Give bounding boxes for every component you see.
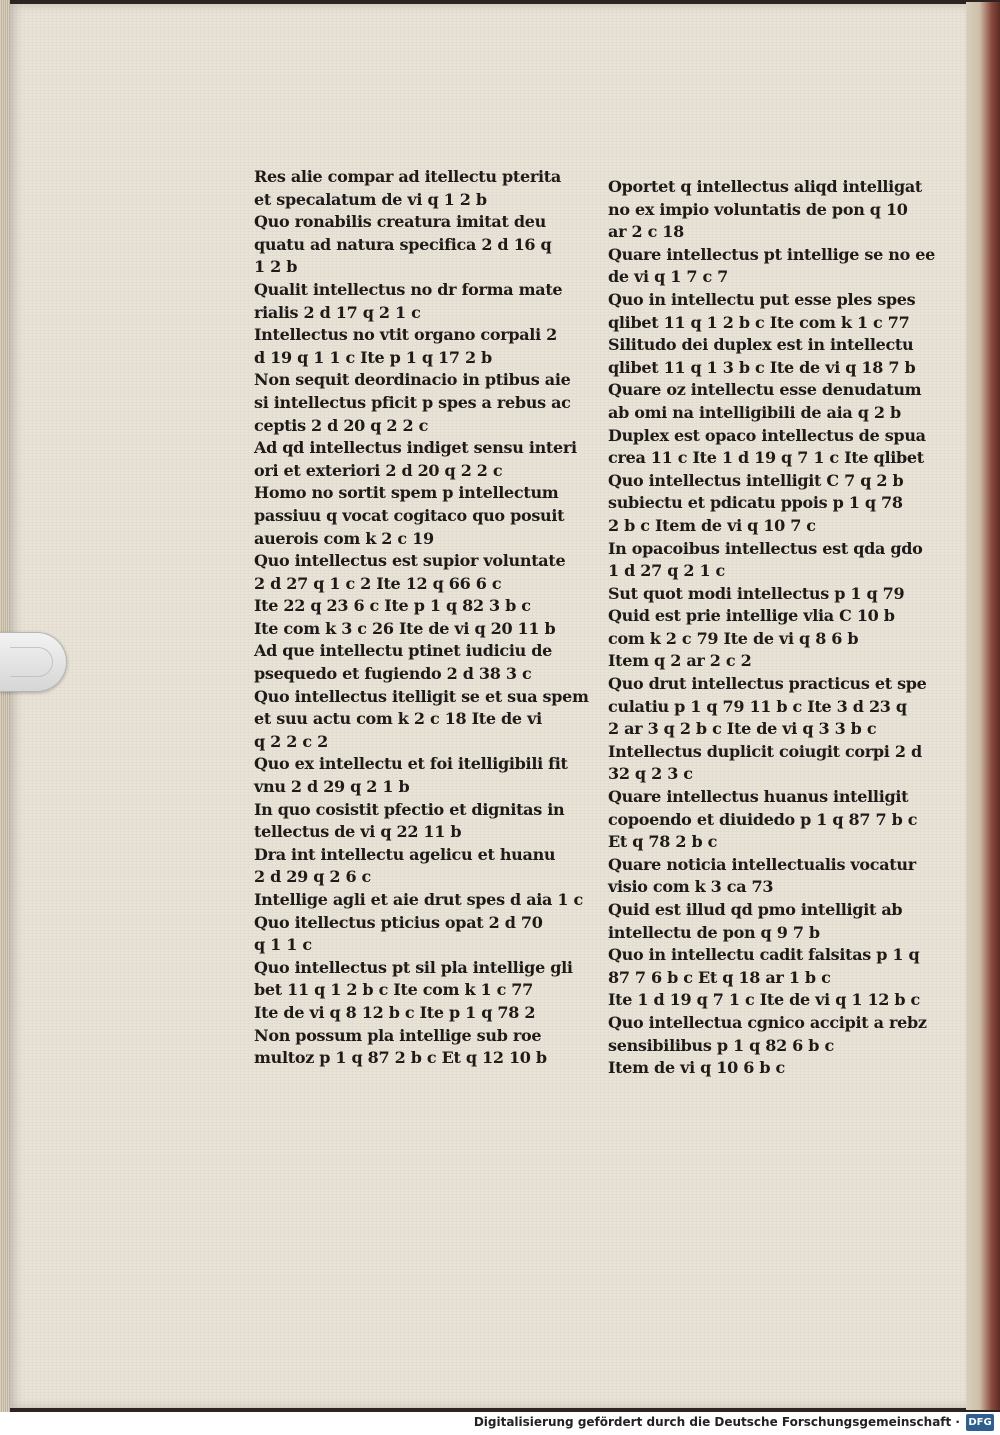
text-line: 2 d 27 q 1 c 2 Ite 12 q 66 6 c xyxy=(254,573,502,593)
text-line: Duplex est opaco intellectus de spua xyxy=(608,425,926,445)
text-line: copoendo et diuidedo p 1 q 87 7 b c xyxy=(608,809,918,829)
text-line: subiectu et pdicatu ppois p 1 q 78 xyxy=(608,493,903,513)
text-line: Quo in intellectu cadit falsitas p 1 q xyxy=(608,945,920,965)
text-line: Quo intellectus pt sil pla intellige gli xyxy=(254,957,573,977)
text-line: ori et exteriori 2 d 20 q 2 2 c xyxy=(254,460,503,480)
text-line: bet 11 q 1 2 b c Ite com k 1 c 77 xyxy=(254,980,533,1000)
text-line: qlibet 11 q 1 2 b c Ite com k 1 c 77 xyxy=(608,312,910,332)
text-line: Intellectus no vtit organo corpali 2 xyxy=(254,325,557,345)
text-line: Ite 1 d 19 q 7 1 c Ite de vi q 1 12 b c xyxy=(608,990,921,1010)
text-line: Quare noticia intellectualis vocatur xyxy=(608,854,916,874)
text-line: Quo intellectus est supior voluntate xyxy=(254,551,566,571)
text-line: q 1 1 c xyxy=(254,935,312,955)
dfg-logo: DFG xyxy=(966,1414,994,1431)
text-line: Quare oz intellectu esse denudatum xyxy=(608,380,922,400)
text-line: 2 d 29 q 2 6 c xyxy=(254,867,372,887)
footer-bar xyxy=(0,1412,1000,1435)
text-line: Quo in intellectu put esse ples spes xyxy=(608,289,916,309)
text-line: Quare intellectus huanus intelligit xyxy=(608,787,909,807)
text-line: quatu ad natura specifica 2 d 16 q xyxy=(254,234,552,254)
footer-credit: Digitalisierung gefördert durch die Deutsche Forschungsgemeinschaft · xyxy=(473,1415,960,1429)
text-line: sensibilibus p 1 q 82 6 b c xyxy=(608,1035,834,1055)
text-line: visio com k 3 ca 73 xyxy=(608,877,774,897)
text-line: Item q 2 ar 2 c 2 xyxy=(608,651,752,671)
text-line: Quo drut intellectus practicus et spe xyxy=(608,674,927,694)
text-line: q 2 2 c 2 xyxy=(254,731,328,751)
text-line: Item de vi q 10 6 b c xyxy=(608,1058,785,1078)
text-line: Quare intellectus pt intellige se no ee xyxy=(608,244,935,264)
text-line: Homo no sortit spem p intellectum xyxy=(254,483,559,503)
text-line: Sut quot modi intellectus p 1 q 79 xyxy=(608,583,905,603)
text-line: 32 q 2 3 c xyxy=(608,764,693,784)
text-line: intellectu de pon q 9 7 b xyxy=(608,922,820,942)
text-line: rialis 2 d 17 q 2 1 c xyxy=(254,302,421,322)
text-line: d 19 q 1 1 c Ite p 1 q 17 2 b xyxy=(254,347,492,367)
text-line: 1 2 b xyxy=(254,257,298,277)
text-line: no ex impio voluntatis de pon q 10 xyxy=(608,199,908,219)
text-line: 2 ar 3 q 2 b c Ite de vi q 3 3 b c xyxy=(608,719,877,739)
text-line: Quo intellectua cgnico accipit a rebz xyxy=(608,1012,927,1032)
text-line: psequedo et fugiendo 2 d 38 3 c xyxy=(254,664,532,684)
page-clip xyxy=(0,632,67,692)
right-text-column xyxy=(608,176,935,1080)
text-line: Res alie compar ad itellectu pterita xyxy=(254,167,561,186)
text-line: Quo ronabilis creatura imitat deu xyxy=(254,212,546,232)
text-line: Non sequit deordinacio in ptibus aie xyxy=(254,370,571,390)
text-line: 2 b c Item de vi q 10 7 c xyxy=(608,515,816,535)
text-line: Ite 22 q 23 6 c Ite p 1 q 82 3 b c xyxy=(254,596,531,616)
text-line: Quid est prie intellige vlia C 10 b xyxy=(608,606,895,626)
text-line: auerois com k 2 c 19 xyxy=(254,528,434,548)
text-line: Dra int intellectu agelicu et huanu xyxy=(254,844,556,864)
text-line: Quo intellectus intelligit C 7 q 2 b xyxy=(608,470,904,490)
text-line: 1 d 27 q 2 1 c xyxy=(608,561,726,581)
text-line: Oportet q intellectus aliqd intelligat xyxy=(608,177,923,196)
text-line: Ad qd intellectus indiget sensu interi xyxy=(254,438,577,458)
text-line: et specalatum de vi q 1 2 b xyxy=(254,189,487,209)
text-line: com k 2 c 79 Ite de vi q 8 6 b xyxy=(608,628,859,648)
page-fore-edge xyxy=(966,2,1000,1410)
text-line: si intellectus pficit p spes a rebus ac xyxy=(254,392,571,412)
text-line: vnu 2 d 29 q 2 1 b xyxy=(254,777,410,797)
text-line: Qualit intellectus no dr forma mate xyxy=(254,279,563,299)
text-line: culatiu p 1 q 79 11 b c Ite 3 d 23 q xyxy=(608,696,907,716)
page-stack-edge xyxy=(0,0,10,1412)
text-line: Quo intellectus itelligit se et sua spem xyxy=(254,686,589,706)
text-line: Non possum pla intellige sub roe xyxy=(254,1025,542,1045)
text-line: ar 2 c 18 xyxy=(608,222,684,242)
text-line: et suu actu com k 2 c 18 Ite de vi xyxy=(254,709,542,729)
text-line: de vi q 1 7 c 7 xyxy=(608,267,728,287)
text-line: ab omi na intelligibili de aia q 2 b xyxy=(608,402,901,422)
text-line: Intellectus duplicit coiugit corpi 2 d xyxy=(608,741,922,761)
text-line: Ite de vi q 8 12 b c Ite p 1 q 78 2 xyxy=(254,1002,536,1022)
left-text-column xyxy=(254,166,589,1070)
text-line: Et q 78 2 b c xyxy=(608,832,718,852)
text-line: Quo itellectus pticius opat 2 d 70 xyxy=(254,912,543,932)
text-line: Intellige agli et aie drut spes d aia 1 c xyxy=(254,890,583,909)
text-line: Ad que intellectu ptinet iudiciu de xyxy=(254,641,552,661)
text-line: multoz p 1 q 87 2 b c Et q 12 10 b xyxy=(254,1048,547,1068)
text-line: ceptis 2 d 20 q 2 2 c xyxy=(254,415,429,435)
text-line: crea 11 c Ite 1 d 19 q 7 1 c Ite qlibet xyxy=(608,448,924,468)
text-line: In quo cosistit pfectio et dignitas in xyxy=(254,799,565,819)
text-line: 87 7 6 b c Et q 18 ar 1 b c xyxy=(608,967,831,987)
text-line: Silitudo dei duplex est in intellectu xyxy=(608,335,914,355)
text-line: Quid est illud qd pmo intelligit ab xyxy=(608,900,903,919)
text-line: Ite com k 3 c 26 Ite de vi q 20 11 b xyxy=(254,618,556,638)
text-line: passiuu q vocat cogitaco quo posuit xyxy=(254,505,565,525)
text-line: qlibet 11 q 1 3 b c Ite de vi q 18 7 b xyxy=(608,357,916,377)
text-line: In opacoibus intellectus est qda gdo xyxy=(608,538,923,558)
text-line: Quo ex intellectu et foi itelligibili fit xyxy=(254,754,568,774)
text-line: tellectus de vi q 22 11 b xyxy=(254,822,462,842)
